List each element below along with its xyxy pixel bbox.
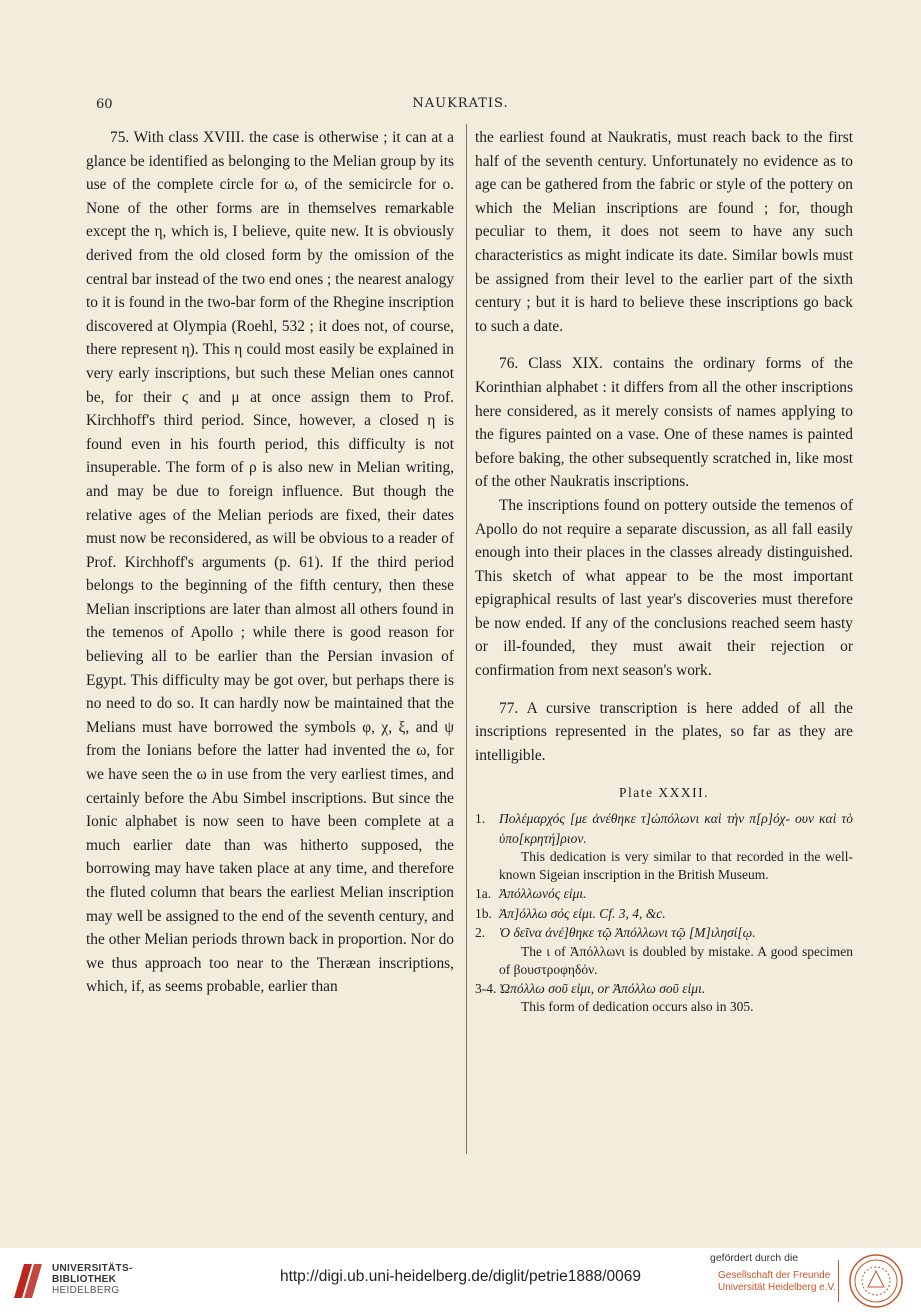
inscription-item — [475, 809, 853, 884]
library-name-line3: HEIDELBERG — [52, 1285, 120, 1296]
paragraph-76: 76. Class XIX. contains the ordinary forms of the Korinthian alphabet : it differs from all the other inscriptions here considered, as it merely consists of names applying to the figures painted on a vase. One of these names is painted before baking, the other subsequently scratched in, like most of the other Naukratis inscriptions. — [475, 355, 853, 491]
footer — [0, 1248, 921, 1312]
inscription-number: 1. — [475, 811, 486, 827]
inscription-note: The ι of Ἀπόλλωνι is doubled by mistake. A good specimen of βουστροφηδόν. — [499, 943, 853, 977]
plate-heading: Plate XXXII. — [619, 785, 709, 801]
left-column — [86, 126, 454, 999]
right-column — [475, 126, 853, 1016]
society-name — [718, 1270, 836, 1294]
society-name-line1: Gesellschaft der Freunde — [718, 1270, 831, 1281]
funded-by-label: gefördert durch die — [710, 1252, 799, 1264]
page-number: 60 — [96, 97, 113, 112]
inscription-item — [475, 979, 853, 1017]
inscription-text: Ὠπόλλω σοῦ εἰμι, or Ἀπόλλω σοῦ εἰμι. — [499, 980, 706, 996]
inscription-number: 3-4. — [475, 980, 497, 996]
inscription-number: 1b. — [475, 905, 492, 921]
inscription-number: 1a. — [475, 886, 492, 902]
inscription-text: Ὁ δεῖνα ἀνέ]θηκε τῷ Ἀπόλλωνι τῷ [Μ]ιλησί[ῳ. — [499, 925, 756, 941]
running-head: NAUKRATIS. — [412, 96, 509, 111]
library-name-line1: UNIVERSITÄTS- — [52, 1263, 133, 1274]
inscription-item — [475, 904, 853, 924]
inscription-item — [475, 884, 853, 904]
library-name-line2: BIBLIOTHEK — [52, 1274, 117, 1285]
society-name-line2: Universität Heidelberg e.V. — [718, 1282, 837, 1293]
paragraph-76-second: The inscriptions found on pottery outside the temenos of Apollo do not require a separate discussion, as all fall easily enough into their places in the classes already distinguished. This sketch of what appear to be the most important epigraphical results of last year's discoveries must therefore be now ended. If any of the conclusions reached seem hasty or ill-founded, they must await their rejection or confirmation from next season's work. — [475, 496, 853, 680]
column-divider — [466, 124, 467, 1154]
inscription-number: 2. — [475, 925, 486, 941]
inscription-item — [475, 923, 853, 979]
university-seal-icon — [848, 1253, 904, 1309]
inscription-text: Ἀπ]όλλω σός εἰμι. Cf. 3, 4, &c. — [499, 905, 666, 921]
paragraph-77: 77. A cursive transcription is here added of all the inscriptions represented in the plates, so far as they are intelligible. — [475, 699, 853, 764]
paragraph-75-continued: the earliest found at Naukratis, must reach back to the first half of the seventh century. Unfortunately no evidence as to age can be gathered from the fabric or style of the pottery on which the Melian inscriptions are found ; for, though peculiar to them, it does not seem to have any such characteristics as might indicate its date. Similar bowls must be assigned from their level to the earlier part of the sixth century ; but it is hard to believe these inscriptions go back to such a date. — [475, 129, 853, 335]
source-url-link[interactable]: http://digi.ub.uni-heidelberg.de/diglit/petrie1888/0069 — [279, 1268, 642, 1285]
inscription-text: Πολέμαρχός [με ἀνέθηκε τ]ὠπόλωνι καὶ τὴν π[ρ]όχ- ουν καὶ τὸ ὑπο[κρητή]ριον. — [499, 811, 853, 846]
inscription-list — [475, 809, 853, 1016]
inscription-text: Ἀπόλλωνός εἰμι. — [499, 886, 587, 902]
paragraph-75: 75. With class XVIII. the case is otherwise ; it can at a glance be identified as belonging to the Melian group by its use of the complete circle for ω, of the semicircle for ο. None of the other forms are in themselves remarkable except the η, which is, I believe, quite new. It is obviously derived from the old closed form by the omission of the central bar instead of the two end ones ; the nearest analogy to it is found in the two-bar form of the Rhegine inscription discovered at Olympia (Roehl, 532 ; it does not, of course, there represent η). This η could most easily be explained in very early inscriptions, but such these Melian ones cannot be, for their ϛ and μ at once assign them to Prof. Kirchhoff's third period. Since, however, a closed η is found even in his fourth period, this difficulty is not insuperable. The form of ρ is also new in Melian writing, and may be due to foreign influence. But though the relative ages of the Melian periods are fixed, their dates must now be reconsidered, as will be obvious to a reader of Prof. Kirchhoff's arguments (p. 61). If the third period belongs to the beginning of the fifth century, then these Melian inscriptions are later than almost all others found in the temenos of Apollo ; while there is good reason for believing all to be earlier than the Persian invasion of Egypt. This difficulty may be got over, but perhaps there is no need to do so. It can hardly now be maintained that the Melians must have borrowed the symbols φ, χ, ξ, and ψ from the Ionians before the latter had invented the ω, for we have seen the ω in use from the very earliest times, and certainly before the Abu Simbel inscriptions. But since the Ionic alphabet is now seen to have been complete at a much earlier date than was hitherto supposed, the borrowing may have taken place at any time, and therefore the fluted column that bears the earliest Melian inscription may well be assigned to the end of the seventh century, and the other Melian periods thrown back in proportion. Nor do we thus approach too near to the Theræan inscriptions, which, if, as seems probable, earlier than — [86, 129, 454, 996]
footer-divider — [838, 1260, 839, 1302]
inscription-note: This form of dedication occurs also in 305. — [521, 999, 754, 1015]
inscription-note: This dedication is very similar to that recorded in the well-known Sigeian inscription in the British Museum. — [499, 849, 853, 883]
